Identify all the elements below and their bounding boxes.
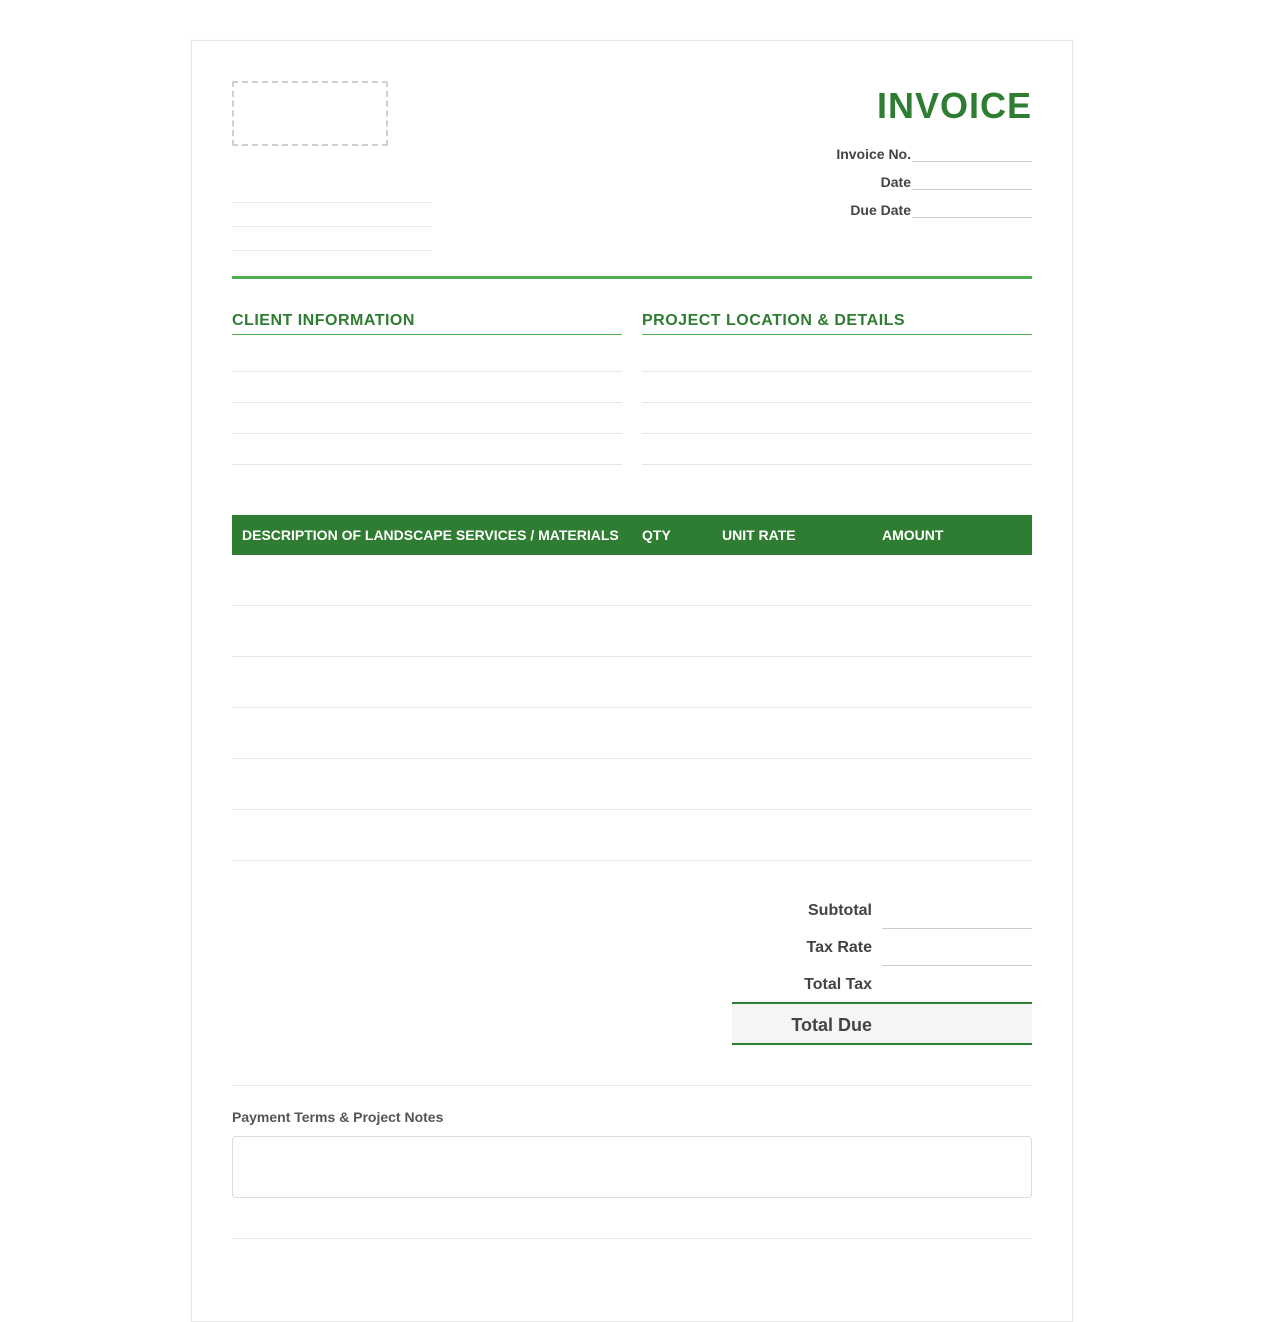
subtotal-field[interactable] <box>882 903 1032 929</box>
logo-placeholder[interactable] <box>232 81 388 146</box>
items-table-header <box>232 515 1032 555</box>
table-row[interactable] <box>232 606 1032 657</box>
notes-label: Payment Terms & Project Notes <box>232 1109 444 1125</box>
company-info-line[interactable] <box>232 226 432 227</box>
column-header-qty: QTY <box>642 527 671 543</box>
invoice-number-row <box>732 142 1032 162</box>
table-row[interactable] <box>232 555 1032 606</box>
project-details-underline <box>642 334 1032 335</box>
project-details-title: PROJECT LOCATION & DETAILS <box>642 312 906 329</box>
notes-textarea[interactable] <box>232 1136 1032 1198</box>
invoice-sheet <box>191 40 1073 1322</box>
date-label: Date <box>880 174 911 190</box>
total-tax-label: Total Tax <box>804 976 872 993</box>
client-info-underline <box>232 334 622 335</box>
due-date-row <box>732 198 1032 218</box>
table-row[interactable] <box>232 708 1032 759</box>
total-due-label: Total Due <box>791 1015 872 1035</box>
tax-rate-field[interactable] <box>882 940 1032 966</box>
project-details-line[interactable] <box>642 435 1032 465</box>
column-header-amount: AMOUNT <box>882 527 944 543</box>
company-info-line[interactable] <box>232 250 432 251</box>
subtotal-label: Subtotal <box>808 902 872 919</box>
invoice-title: INVOICE <box>876 85 1032 126</box>
client-info-line[interactable] <box>232 435 622 465</box>
invoice-number-field[interactable] <box>912 145 1032 162</box>
client-info-title: CLIENT INFORMATION <box>232 312 415 329</box>
table-row[interactable] <box>232 657 1032 708</box>
table-row[interactable] <box>232 810 1032 861</box>
column-header-unit-rate: UNIT RATE <box>722 527 796 543</box>
total-due-box <box>732 1002 1032 1045</box>
client-info-line[interactable] <box>232 373 622 403</box>
company-info-line[interactable] <box>232 202 432 203</box>
invoice-number-label: Invoice No. <box>836 146 911 162</box>
notes-divider <box>232 1085 1032 1086</box>
project-details-line[interactable] <box>642 404 1032 434</box>
project-details-line[interactable] <box>642 373 1032 403</box>
column-header-description: DESCRIPTION OF LANDSCAPE SERVICES / MATERIALS <box>242 527 619 543</box>
tax-rate-label: Tax Rate <box>806 939 872 956</box>
client-info-line[interactable] <box>232 342 622 372</box>
project-details-line[interactable] <box>642 342 1032 372</box>
footer-divider <box>232 1238 1032 1239</box>
due-date-field[interactable] <box>912 201 1032 218</box>
header-divider <box>232 276 1032 279</box>
table-row[interactable] <box>232 759 1032 810</box>
due-date-label: Due Date <box>850 202 911 218</box>
client-info-line[interactable] <box>232 404 622 434</box>
date-row <box>732 170 1032 190</box>
date-field[interactable] <box>912 173 1032 190</box>
